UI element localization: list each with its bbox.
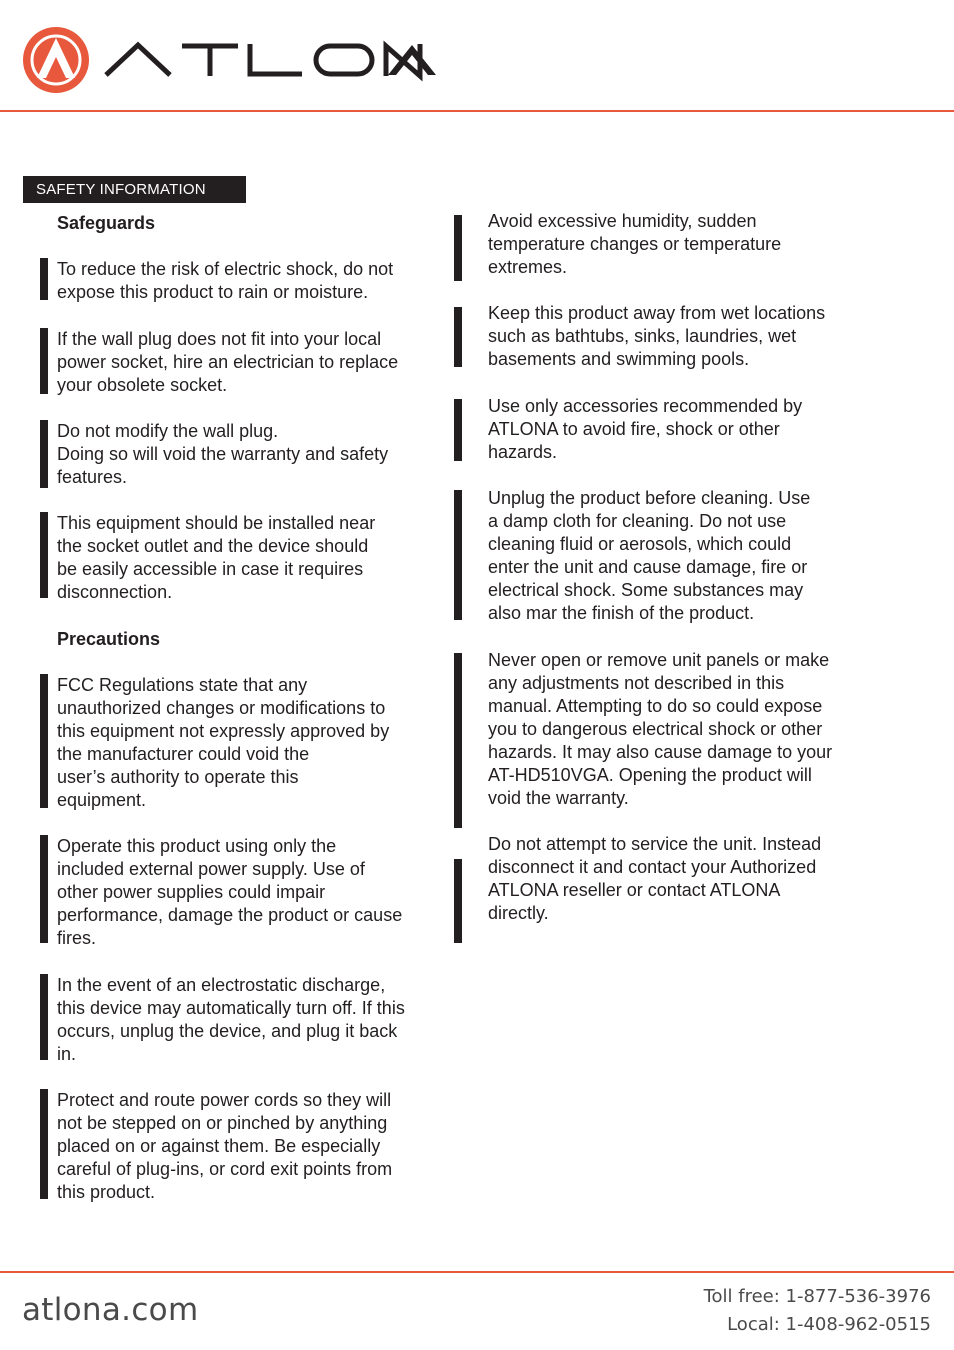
item-bar [454, 490, 462, 620]
item-bar [454, 215, 462, 281]
precautions-heading: Precautions [57, 629, 161, 649]
safety-text: Never open or remove unit panels or make any adjustments not described in this manual. Attempting to do so could expose you to dangerous electrical shock or other hazards. It may also cause damage to your AT-HD510VGA. Opening the product will void the warranty. [488, 650, 833, 808]
website-link[interactable]: atlona.com [22, 1292, 199, 1328]
item-bar [40, 420, 48, 488]
item-bar [40, 258, 48, 300]
safety-text: Unplug the product before cleaning. Use a damp cloth for cleaning. Do not use cleaning fluid or aerosols, which could enter the unit and cause damage, fire or electrical shock. Some substances may also mar the finish of the product. [488, 488, 811, 623]
safeguard-text: Do not modify the wall plug. Doing so will void the warranty and safety features. [57, 421, 389, 487]
item-bar [40, 328, 48, 394]
safety-text: Avoid excessive humidity, sudden temperature changes or temperature extremes. [488, 211, 782, 277]
toll-free-number: Toll free: 1-877-536-3976 [703, 1286, 931, 1307]
precaution-text: Operate this product using only the included external power supply. Use of other power supplies could impair performance, damage the product or cause fires. [57, 836, 403, 948]
section-title: SAFETY INFORMATION [23, 176, 246, 203]
local-number: Local: 1-408-962-0515 [727, 1314, 931, 1335]
safeguard-text: If the wall plug does not fit into your local power socket, hire an electrician to replace your obsolete socket. [57, 329, 399, 395]
page-header [0, 0, 954, 112]
item-bar [454, 859, 462, 943]
safeguard-text: To reduce the risk of electric shock, do not expose this product to rain or moisture. [57, 259, 394, 302]
precaution-text: FCC Regulations state that any unauthorized changes or modifications to this equipment not expressly approved by the manufacturer could void the user’s authority to operate this equipment. [57, 675, 390, 810]
safety-text: Do not attempt to service the unit. Instead disconnect it and contact your Authorized ATLONA reseller or contact ATLONA directly. [488, 834, 822, 923]
item-bar [40, 512, 48, 598]
footer-rule [0, 1271, 954, 1273]
item-bar [40, 674, 48, 808]
atlona-logo [22, 24, 442, 96]
safety-text: Use only accessories recommended by ATLONA to avoid fire, shock or other hazards. [488, 396, 803, 462]
item-bar [454, 307, 462, 367]
safety-text: Keep this product away from wet locations such as bathtubs, sinks, laundries, wet basements and swimming pools. [488, 303, 826, 369]
item-bar [454, 399, 462, 461]
safeguards-heading: Safeguards [57, 213, 156, 233]
item-bar [454, 653, 462, 828]
item-bar [40, 835, 48, 943]
precaution-text: Protect and route power cords so they will not be stepped on or pinched by anything placed on or against them. Be especially careful of plug-ins, or cord exit points from this product. [57, 1090, 393, 1202]
header-rule [0, 110, 954, 112]
precaution-text: In the event of an electrostatic discharge, this device may automatically turn off. If this occurs, unplug the device, and plug it back in. [57, 975, 405, 1064]
item-bar [40, 974, 48, 1060]
safeguard-text: This equipment should be installed near the socket outlet and the device should be easily accessible in case it requires disconnection. [57, 513, 376, 602]
item-bar [40, 1089, 48, 1199]
